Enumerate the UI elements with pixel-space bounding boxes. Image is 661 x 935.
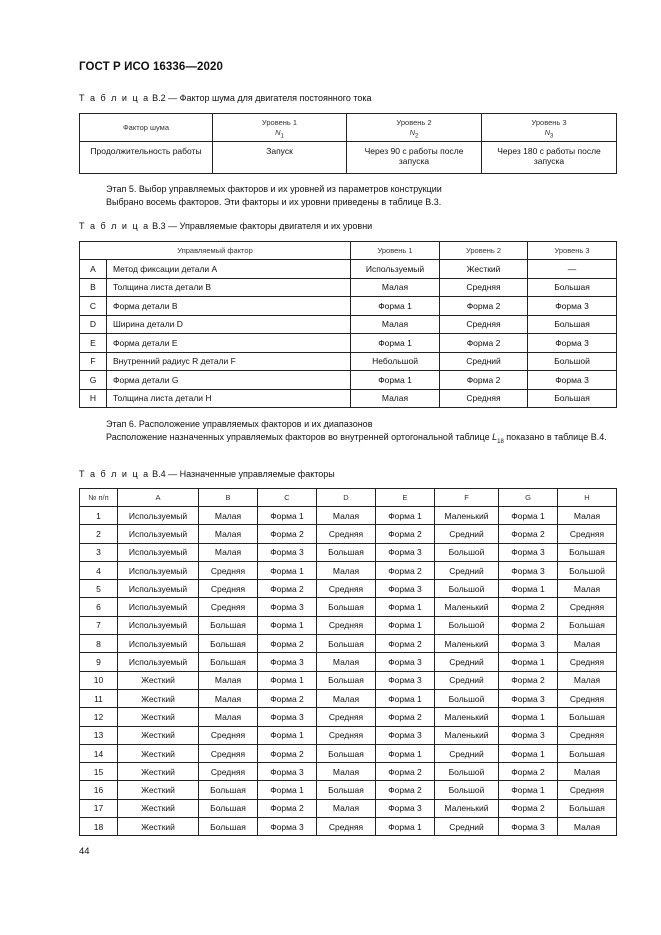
cell-factor-b: Малая: [199, 525, 258, 543]
table-row: [80, 297, 617, 316]
cell-factor-c: Форма 1: [258, 561, 317, 579]
stage6-line2: Расположение назначенных управляемых факторов во внутренней ортогональной таблице $L_{18}$ показано в таблице В.4.: [106, 432, 607, 445]
header-level-1: Уровень 1: [351, 242, 440, 260]
row-number: 3: [80, 543, 118, 561]
cell-factor-g: Форма 2: [499, 616, 558, 634]
header-factor-f: F: [435, 489, 499, 507]
cell-factor-d: Большая: [317, 598, 376, 616]
factor-level-2: Средняя: [440, 278, 528, 297]
row-number: 5: [80, 580, 118, 598]
cell-factor-f: Большой: [435, 763, 499, 781]
cell-factor-c: Форма 2: [258, 689, 317, 707]
table-row: [80, 799, 617, 817]
cell-factor-c: Форма 2: [258, 744, 317, 762]
factor-name: Метод фиксации детали А: [107, 260, 351, 279]
header-level-1: [213, 114, 347, 142]
cell-factor-g: Форма 2: [499, 598, 558, 616]
cell-factor-g: Форма 2: [499, 763, 558, 781]
document-title: ГОСТ Р ИСО 16336—2020: [79, 61, 224, 73]
cell-factor-d: Большая: [317, 781, 376, 799]
cell-factor-a: Жесткий: [118, 818, 199, 836]
cell-factor-a: Используемый: [118, 653, 199, 671]
cell-factor-b: Средняя: [199, 598, 258, 616]
table-row: [80, 278, 617, 297]
factor-level-1: Форма 1: [351, 297, 440, 316]
header-level-3: Уровень 3: [528, 242, 617, 260]
header-factor-e: E: [376, 489, 435, 507]
cell-factor-g: Форма 2: [499, 525, 558, 543]
cell-factor-c: Форма 2: [258, 635, 317, 653]
cell-factor-g: Форма 1: [499, 653, 558, 671]
header-factor-d: D: [317, 489, 376, 507]
level-label: Уровень 2: [396, 117, 432, 127]
header-row-number: № п/п: [80, 489, 118, 507]
cell-factor-a: Жесткий: [118, 799, 199, 817]
table-row: [80, 543, 617, 561]
cell-factor-h: Большая: [558, 799, 617, 817]
cell-factor-g: Форма 3: [499, 689, 558, 707]
level-label: Уровень 3: [531, 117, 567, 127]
table-header-row: [80, 489, 617, 507]
cell-factor-e: Форма 2: [376, 561, 435, 579]
cell-factor-e: Форма 3: [376, 580, 435, 598]
cell-factor-g: Форма 1: [499, 708, 558, 726]
stage5-line1: Этап 5. Выбор управляемых факторов и их уровней из параметров конструкции: [106, 184, 442, 194]
header-level-2: [347, 114, 482, 142]
cell-factor-c: Форма 2: [258, 525, 317, 543]
cell-factor-d: Средняя: [317, 818, 376, 836]
level-label: Уровень 1: [261, 117, 298, 127]
cell-factor-d: Средняя: [317, 616, 376, 634]
cell-factor-g: Форма 2: [499, 799, 558, 817]
cell-factor-b: Средняя: [199, 580, 258, 598]
factor-level-2: Средний: [440, 352, 528, 371]
factor-code: E: [80, 334, 107, 353]
cell-factor-b: Средняя: [199, 726, 258, 744]
cell-factor-h: Малая: [558, 671, 617, 689]
cell-factor-d: Большая: [317, 635, 376, 653]
table-row: [80, 689, 617, 707]
factor-code: B: [80, 278, 107, 297]
factor-code: H: [80, 389, 107, 408]
cell-factor-a: Используемый: [118, 543, 199, 561]
header-factor-g: G: [499, 489, 558, 507]
cell-factor-d: Малая: [317, 653, 376, 671]
factor-level-3: —: [528, 260, 617, 279]
cell-factor-b: Большая: [199, 799, 258, 817]
cell-factor-h: Большая: [558, 616, 617, 634]
cell-factor-c: Форма 1: [258, 507, 317, 525]
cell-factor-f: Большой: [435, 543, 499, 561]
cell-factor-f: Средний: [435, 744, 499, 762]
cell-factor-d: Большая: [317, 671, 376, 689]
header-factor-a: A: [118, 489, 199, 507]
cell-factor-f: Средний: [435, 561, 499, 579]
cell-factor-b: Средняя: [199, 561, 258, 579]
cell-factor-b: Большая: [199, 781, 258, 799]
cell-factor-c: Форма 3: [258, 598, 317, 616]
cell-factor-c: Форма 3: [258, 818, 317, 836]
cell-factor-e: Форма 3: [376, 671, 435, 689]
cell-factor-a: Используемый: [118, 635, 199, 653]
cell-factor-e: Форма 2: [376, 708, 435, 726]
level-symbol: $N_1$: [275, 127, 284, 139]
table-row: [80, 315, 617, 334]
factor-level-2: Жесткий: [440, 260, 528, 279]
cell-factor-f: Средний: [435, 671, 499, 689]
cell-factor-h: Большой: [558, 561, 617, 579]
cell-factor-c: Форма 2: [258, 580, 317, 598]
table-row: [80, 598, 617, 616]
cell-factor-a: Жесткий: [118, 763, 199, 781]
caption-prefix: Т а б л и ц а: [79, 93, 150, 103]
table-b4-caption: [79, 469, 335, 479]
cell-factor-g: Форма 1: [499, 507, 558, 525]
cell-factor-f: Большой: [435, 580, 499, 598]
level-symbol: $N_3$: [544, 127, 554, 139]
factor-level-2: Форма 2: [440, 297, 528, 316]
stage5-paragraph: [79, 183, 616, 209]
table-b4: [79, 488, 617, 836]
cell-factor-b: Малая: [199, 671, 258, 689]
cell-factor-e: Форма 3: [376, 653, 435, 671]
cell-factor-b: Средняя: [199, 763, 258, 781]
cell-factor-f: Большой: [435, 781, 499, 799]
table-row: [80, 525, 617, 543]
cell-factor-b: Большая: [199, 653, 258, 671]
table-row: [80, 334, 617, 353]
cell-factor-b: Малая: [199, 708, 258, 726]
cell-factor-h: Средняя: [558, 726, 617, 744]
table-row: [80, 616, 617, 634]
table-row: [80, 653, 617, 671]
cell-factor-f: Маленький: [435, 708, 499, 726]
table-row: [80, 818, 617, 836]
cell-factor-f: Средний: [435, 525, 499, 543]
table-b3-caption: [79, 221, 372, 231]
row-number: 4: [80, 561, 118, 579]
cell-factor-e: Форма 2: [376, 763, 435, 781]
row-number: 8: [80, 635, 118, 653]
factor-level-3: Большая: [528, 389, 617, 408]
cell-factor-c: Форма 1: [258, 781, 317, 799]
cell-factor-f: Маленький: [435, 726, 499, 744]
factor-code: F: [80, 352, 107, 371]
cell-factor-a: Используемый: [118, 561, 199, 579]
caption-text: В.3 — Управляемые факторы двигателя и их уровни: [152, 221, 373, 231]
table-row: [80, 371, 617, 390]
factor-level-2: Средняя: [440, 315, 528, 334]
table-row: [80, 671, 617, 689]
cell-factor-h: Малая: [558, 763, 617, 781]
cell-factor-e: Форма 1: [376, 616, 435, 634]
cell-factor-d: Малая: [317, 561, 376, 579]
table-b3: [79, 241, 617, 408]
cell-factor-d: Малая: [317, 689, 376, 707]
factor-level-1: Форма 1: [351, 371, 440, 390]
factor-code: G: [80, 371, 107, 390]
factor-code: C: [80, 297, 107, 316]
row-number: 17: [80, 799, 118, 817]
cell-factor-e: Форма 1: [376, 598, 435, 616]
factor-name: Толщина листа детали В: [107, 278, 351, 297]
cell-factor-d: Малая: [317, 799, 376, 817]
header-controlled-factor: Управляемый фактор: [80, 242, 351, 260]
caption-text: В.2 — Фактор шума для двигателя постоянного тока: [152, 93, 372, 103]
header-level-2: Уровень 2: [440, 242, 528, 260]
cell-factor-a: Жесткий: [118, 708, 199, 726]
cell-factor-e: Форма 1: [376, 818, 435, 836]
cell-factor-b: Большая: [199, 635, 258, 653]
table-row: [80, 580, 617, 598]
cell-factor-h: Средняя: [558, 781, 617, 799]
table-row: [80, 561, 617, 579]
row-number: 1: [80, 507, 118, 525]
table-row: [80, 726, 617, 744]
row-number: 18: [80, 818, 118, 836]
cell-factor-g: Форма 1: [499, 580, 558, 598]
cell-factor-g: Форма 3: [499, 561, 558, 579]
row-number: 16: [80, 781, 118, 799]
row-number: 13: [80, 726, 118, 744]
page-number: 44: [79, 846, 90, 857]
cell-factor-b: Большая: [199, 818, 258, 836]
cell-factor-c: Форма 3: [258, 708, 317, 726]
cell-factor-a: Жесткий: [118, 744, 199, 762]
cell-factor-d: Большая: [317, 744, 376, 762]
cell-factor-h: Большая: [558, 543, 617, 561]
cell-factor-h: Малая: [558, 507, 617, 525]
row-number: 10: [80, 671, 118, 689]
factor-level-3: Большой: [528, 352, 617, 371]
table-row: [80, 389, 617, 408]
cell-factor-f: Маленький: [435, 507, 499, 525]
table-row: [80, 744, 617, 762]
cell-factor-c: Форма 3: [258, 543, 317, 561]
cell-factor-h: Средняя: [558, 598, 617, 616]
cell-factor-h: Большая: [558, 744, 617, 762]
cell-factor-g: Форма 1: [499, 781, 558, 799]
header-noise-factor: Фактор шума: [80, 114, 213, 142]
cell-factor-a: Используемый: [118, 598, 199, 616]
noise-factor-name: Продолжительность работы: [80, 142, 213, 174]
factor-level-3: Большая: [528, 278, 617, 297]
factor-level-1: Небольшой: [351, 352, 440, 371]
cell-factor-d: Малая: [317, 507, 376, 525]
cell-factor-c: Форма 1: [258, 616, 317, 634]
factor-name: Форма детали G: [107, 371, 351, 390]
cell-factor-g: Форма 1: [499, 744, 558, 762]
table-row: [80, 708, 617, 726]
cell-factor-g: Форма 3: [499, 818, 558, 836]
cell-factor-e: Форма 1: [376, 744, 435, 762]
factor-level-2: Форма 2: [440, 371, 528, 390]
factor-name: Толщина листа детали Н: [107, 389, 351, 408]
stage6-paragraph: [79, 418, 616, 444]
noise-level-3-value: Через 180 с работы после запуска: [482, 142, 617, 174]
row-number: 9: [80, 653, 118, 671]
cell-factor-f: Маленький: [435, 799, 499, 817]
row-number: 2: [80, 525, 118, 543]
cell-factor-g: Форма 3: [499, 635, 558, 653]
factor-name: Внутренний радиус R детали F: [107, 352, 351, 371]
cell-factor-a: Жесткий: [118, 726, 199, 744]
factor-level-3: Форма 3: [528, 297, 617, 316]
cell-factor-b: Большая: [199, 616, 258, 634]
table-row: [80, 763, 617, 781]
cell-factor-f: Большой: [435, 616, 499, 634]
cell-factor-d: Большая: [317, 543, 376, 561]
row-number: 7: [80, 616, 118, 634]
stage5-line2: Выбрано восемь факторов. Эти факторы и их уровни приведены в таблице В.3.: [106, 197, 442, 207]
cell-factor-h: Большая: [558, 708, 617, 726]
cell-factor-a: Жесткий: [118, 689, 199, 707]
factor-level-3: Форма 3: [528, 334, 617, 353]
header-factor-c: C: [258, 489, 317, 507]
cell-factor-a: Жесткий: [118, 781, 199, 799]
caption-text: В.4 — Назначенные управляемые факторы: [152, 469, 335, 479]
factor-code: D: [80, 315, 107, 334]
cell-factor-h: Средняя: [558, 689, 617, 707]
cell-factor-e: Форма 3: [376, 543, 435, 561]
table-row: [80, 635, 617, 653]
row-number: 11: [80, 689, 118, 707]
cell-factor-a: Жесткий: [118, 671, 199, 689]
level-symbol: $N_2$: [409, 127, 419, 139]
cell-factor-f: Маленький: [435, 598, 499, 616]
cell-factor-h: Средняя: [558, 525, 617, 543]
cell-factor-d: Средняя: [317, 525, 376, 543]
factor-name: Ширина детали D: [107, 315, 351, 334]
table-row: [80, 507, 617, 525]
row-number: 15: [80, 763, 118, 781]
factor-level-1: Малая: [351, 389, 440, 408]
caption-prefix: Т а б л и ц а: [79, 221, 150, 231]
table-row: [80, 260, 617, 279]
cell-factor-c: Форма 3: [258, 763, 317, 781]
cell-factor-g: Форма 3: [499, 726, 558, 744]
cell-factor-b: Малая: [199, 689, 258, 707]
header-factor-h: H: [558, 489, 617, 507]
cell-factor-e: Форма 2: [376, 525, 435, 543]
cell-factor-d: Средняя: [317, 580, 376, 598]
cell-factor-f: Средний: [435, 818, 499, 836]
factor-level-3: Форма 3: [528, 371, 617, 390]
noise-level-1-value: Запуск: [213, 142, 347, 174]
cell-factor-g: Форма 2: [499, 671, 558, 689]
cell-factor-e: Форма 1: [376, 507, 435, 525]
cell-factor-h: Средняя: [558, 653, 617, 671]
factor-code: A: [80, 260, 107, 279]
factor-level-2: Средняя: [440, 389, 528, 408]
cell-factor-a: Используемый: [118, 525, 199, 543]
cell-factor-g: Форма 3: [499, 543, 558, 561]
cell-factor-e: Форма 1: [376, 689, 435, 707]
caption-prefix: Т а б л и ц а: [79, 469, 150, 479]
table-row: [80, 781, 617, 799]
cell-factor-d: Средняя: [317, 726, 376, 744]
cell-factor-a: Используемый: [118, 616, 199, 634]
cell-factor-h: Малая: [558, 818, 617, 836]
cell-factor-b: Малая: [199, 543, 258, 561]
factor-level-1: Малая: [351, 278, 440, 297]
header-factor-b: B: [199, 489, 258, 507]
cell-factor-b: Средняя: [199, 744, 258, 762]
table-b2: [79, 113, 617, 174]
cell-factor-c: Форма 1: [258, 726, 317, 744]
cell-factor-e: Форма 2: [376, 635, 435, 653]
cell-factor-f: Средний: [435, 653, 499, 671]
cell-factor-c: Форма 1: [258, 671, 317, 689]
row-number: 14: [80, 744, 118, 762]
row-number: 12: [80, 708, 118, 726]
factor-level-1: Форма 1: [351, 334, 440, 353]
stage6-line1: Этап 6. Расположение управляемых факторов и их диапазонов: [106, 419, 373, 429]
cell-factor-f: Большой: [435, 689, 499, 707]
cell-factor-e: Форма 3: [376, 799, 435, 817]
row-number: 6: [80, 598, 118, 616]
table-row: [80, 352, 617, 371]
table-b2-caption: [79, 93, 372, 103]
cell-factor-a: Используемый: [118, 507, 199, 525]
factor-level-1: Используемый: [351, 260, 440, 279]
factor-level-2: Форма 2: [440, 334, 528, 353]
cell-factor-c: Форма 2: [258, 799, 317, 817]
cell-factor-a: Используемый: [118, 580, 199, 598]
cell-factor-d: Средняя: [317, 708, 376, 726]
cell-factor-e: Форма 3: [376, 726, 435, 744]
header-level-3: [482, 114, 617, 142]
factor-level-1: Малая: [351, 315, 440, 334]
cell-factor-h: Малая: [558, 580, 617, 598]
factor-name: Форма детали В: [107, 297, 351, 316]
cell-factor-d: Малая: [317, 763, 376, 781]
cell-factor-f: Маленький: [435, 635, 499, 653]
cell-factor-c: Форма 3: [258, 653, 317, 671]
cell-factor-h: Малая: [558, 635, 617, 653]
cell-factor-b: Малая: [199, 507, 258, 525]
noise-level-2-value: Через 90 с работы после запуска: [347, 142, 482, 174]
cell-factor-e: Форма 2: [376, 781, 435, 799]
factor-level-3: Большая: [528, 315, 617, 334]
factor-name: Форма детали Е: [107, 334, 351, 353]
